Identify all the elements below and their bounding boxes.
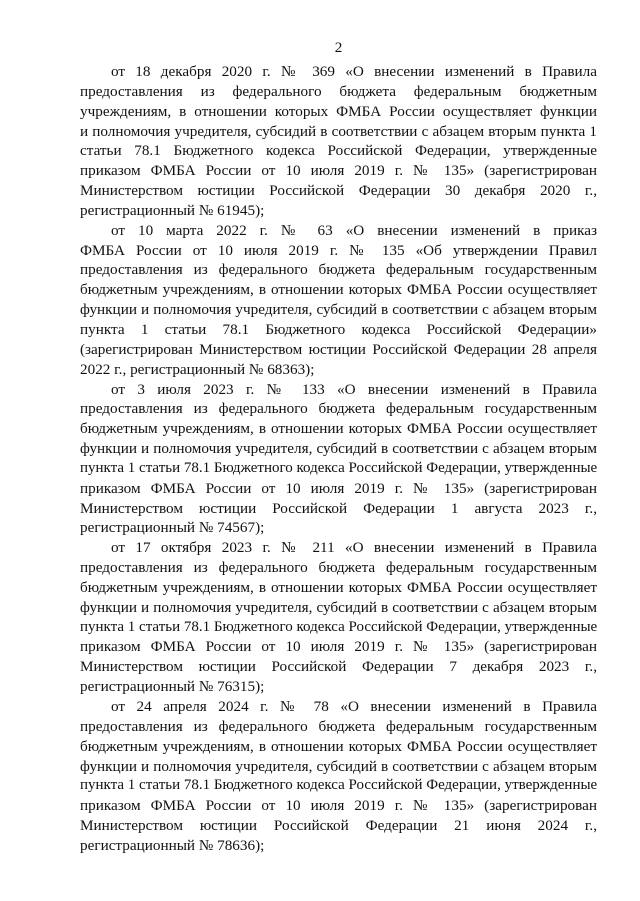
text-line: учреждениям, в отношении которых ФМБА России осуществляет функции [80,102,597,120]
text-line: регистрационный № 78636); [80,836,265,854]
text-line: регистрационный № 76315); [80,678,265,696]
text-line: регистрационный № 74567); [80,519,265,537]
text-line: (зарегистрирован Министерством юстиции Российской Федерации 28 апреля [80,340,597,358]
text-line: пункта 1 статьи 78.1 Бюджетного кодекса Российской Федерации» [80,320,597,338]
text-line: функции и полномочия учредителя, субсидий в соответствии с абзацем вторым [80,440,597,458]
text-line: приказом ФМБА России от 10 июля 2019 г. № 135» (зарегистрирован [80,162,597,180]
text-line: 2022 г., регистрационный № 68363); [80,360,315,378]
text-line: приказом ФМБА России от 10 июля 2019 г. № 135» (зарегистрирован [80,797,597,815]
text-line: Министерством юстиции Российской Федерации 21 июня 2024 г., [80,817,597,835]
amendment-paragraph [80,221,597,380]
text-line: от 17 октября 2023 г. № 211 «О внесении изменений в Правила [111,539,597,557]
text-line: пункта 1 статьи 78.1 Бюджетного кодекса Российской Федерации, утвержденные [80,459,597,476]
amendment-paragraph [80,62,597,221]
text-line: от 10 марта 2022 г. № 63 «О внесении изменений в приказ [111,221,597,239]
text-line: Министерством юстиции Российской Федерации 7 декабря 2023 г., [80,658,597,676]
page-number: 2 [334,39,343,56]
amendment-paragraph [80,538,597,697]
text-line: бюджетным учреждениям, в отношении которых ФМБА России осуществляет [80,737,597,755]
text-line: приказом ФМБА России от 10 июля 2019 г. № 135» (зарегистрирован [80,638,597,656]
text-line: предоставления из федерального бюджета федеральным государственным [80,261,597,279]
text-line: функции и полномочия учредителя, субсидий в соответствии с абзацем вторым [80,598,597,616]
text-line: ФМБА России от 10 июля 2019 г. № 135 «Об утверждении Правил [80,241,597,259]
text-line: пункта 1 статьи 78.1 Бюджетного кодекса Российской Федерации, утвержденные [80,618,597,635]
text-line: статьи 78.1 Бюджетного кодекса Российской Федерации, утвержденные [80,142,597,160]
text-line: предоставления из федерального бюджета федеральным государственным [80,400,597,418]
amendment-paragraph [80,697,597,856]
text-line: функции и полномочия учредителя, субсидий в соответствии с абзацем вторым [80,301,597,319]
text-line: от 24 апреля 2024 г. № 78 «О внесении изменений в Правила [111,698,597,715]
amendment-paragraph [80,380,597,539]
text-line: предоставления из федерального бюджета федеральным государственным [80,717,597,735]
text-line: бюджетным учреждениям, в отношении которых ФМБА России осуществляет [80,281,597,299]
text-line: Министерством юстиции Российской Федерации 1 августа 2023 г., [80,499,597,517]
text-line: от 3 июля 2023 г. № 133 «О внесении изменений в Правила [111,380,597,398]
document-body [80,62,597,856]
text-line: пункта 1 статьи 78.1 Бюджетного кодекса Российской Федерации, утвержденные [80,777,597,794]
text-line: и полномочия учредителя, субсидий в соответствии с абзацем вторым пункта 1 [80,122,597,140]
text-line: функции и полномочия учредителя, субсидий в соответствии с абзацем вторым [80,757,597,775]
text-line: от 18 декабря 2020 г. № 369 «О внесении изменений в Правила [111,63,597,80]
text-line: предоставления из федерального бюджета федеральным государственным [80,559,597,577]
text-line: бюджетным учреждениям, в отношении которых ФМБА России осуществляет [80,420,597,438]
text-line: Министерством юстиции Российской Федерации 30 декабря 2020 г., [80,182,597,200]
text-line: бюджетным учреждениям, в отношении которых ФМБА России осуществляет [80,578,597,596]
text-line: предоставления из федерального бюджета федеральным бюджетным [80,82,597,100]
text-line: регистрационный № 61945); [80,201,265,219]
text-line: приказом ФМБА России от 10 июля 2019 г. № 135» (зарегистрирован [80,479,597,497]
